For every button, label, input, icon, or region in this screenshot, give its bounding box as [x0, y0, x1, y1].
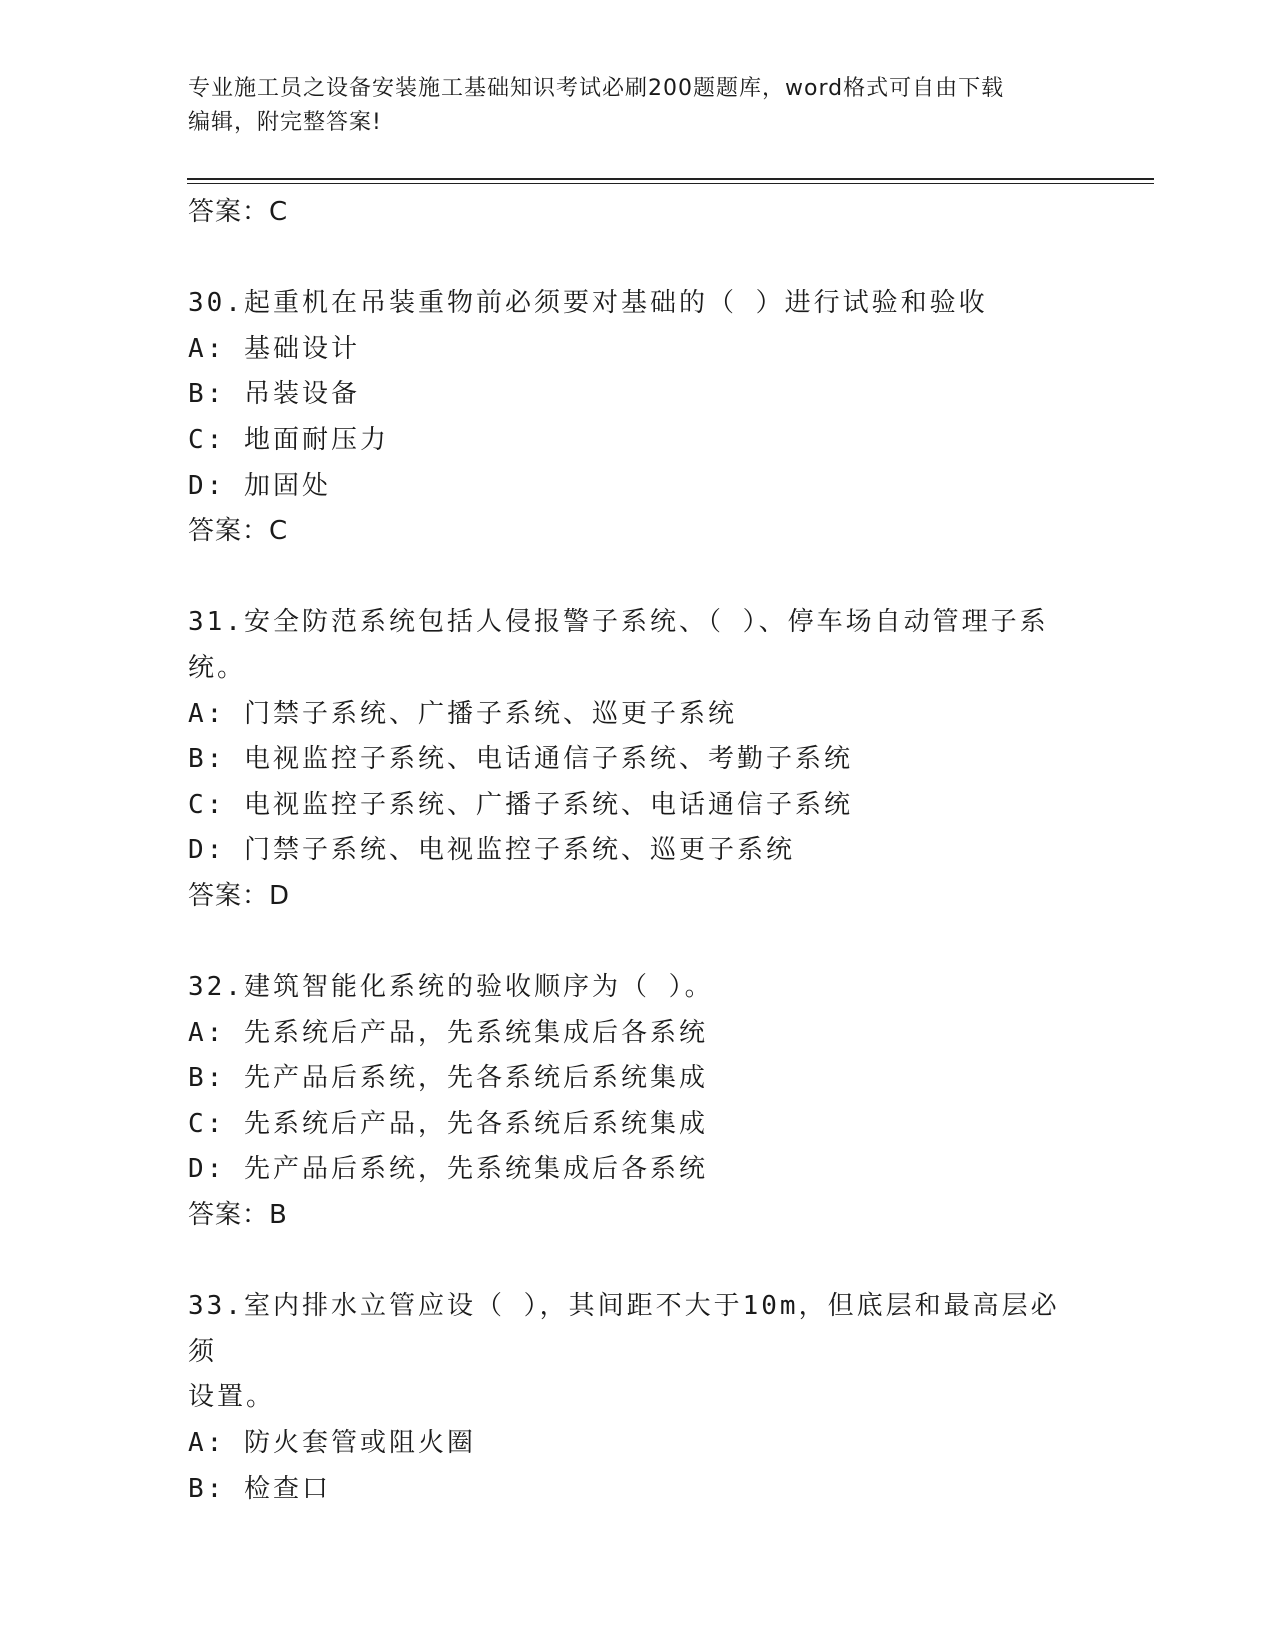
header-divider-thin	[187, 183, 1154, 184]
document-header	[188, 72, 1068, 140]
option-a: A: 门禁子系统、广播子系统、巡更子系统	[188, 698, 737, 729]
question-stem: 33.室内排水立管应设（ ），其间距不大于10m，但底层和最高层必须	[188, 1291, 1060, 1367]
question-stem: 30.起重机在吊装重物前必须要对基础的（ ）进行试验和验收	[188, 288, 988, 319]
spacer	[188, 236, 1088, 282]
question-item	[188, 965, 1088, 1239]
option-a: A: 先系统后产品，先系统集成后各系统	[188, 1017, 708, 1048]
header-divider-thick	[187, 178, 1154, 180]
question-item	[188, 1284, 1088, 1512]
option-c: C: 地面耐压力	[188, 424, 389, 455]
option-c: C: 先系统后产品，先各系统后系统集成	[188, 1108, 708, 1139]
question-stem-continued: 统。	[188, 652, 247, 683]
answer-line: 答案：C	[188, 516, 289, 547]
answer-line: 答案：B	[188, 1200, 288, 1231]
option-b: B: 先产品后系统，先各系统后系统集成	[188, 1063, 708, 1094]
question-item	[188, 281, 1088, 555]
option-d: D: 先产品后系统，先系统集成后各系统	[188, 1154, 708, 1185]
option-b: B: 电视监控子系统、电话通信子系统、考勤子系统	[188, 744, 853, 775]
answer-line: 答案：D	[188, 880, 291, 911]
question-item	[188, 600, 1088, 919]
question-list	[188, 190, 1088, 1512]
question-stem: 31.安全防范系统包括人侵报警子系统、（ ）、停车场自动管理子系	[188, 607, 1049, 638]
option-c: C: 电视监控子系统、广播子系统、电话通信子系统	[188, 789, 853, 820]
option-d: D: 门禁子系统、电视监控子系统、巡更子系统	[188, 835, 795, 866]
header-line-2: 编辑，附完整答案!	[188, 110, 382, 135]
option-b: B: 检查口	[188, 1473, 331, 1504]
spacer	[188, 555, 1088, 601]
spacer	[188, 920, 1088, 966]
option-b: B: 吊装设备	[188, 379, 360, 410]
option-a: A: 基础设计	[188, 333, 360, 364]
header-line-1: 专业施工员之设备安装施工基础知识考试必刷200题题库，word格式可自由下载	[188, 76, 1005, 101]
spacer	[188, 1239, 1088, 1285]
answer-line: 答案：C	[188, 197, 289, 227]
option-a: A: 防火套管或阻火圈	[188, 1428, 476, 1459]
question-stem: 32.建筑智能化系统的验收顺序为（ ）。	[188, 972, 714, 1003]
option-d: D: 加固处	[188, 470, 331, 501]
question-stem-continued: 设置。	[188, 1382, 276, 1413]
